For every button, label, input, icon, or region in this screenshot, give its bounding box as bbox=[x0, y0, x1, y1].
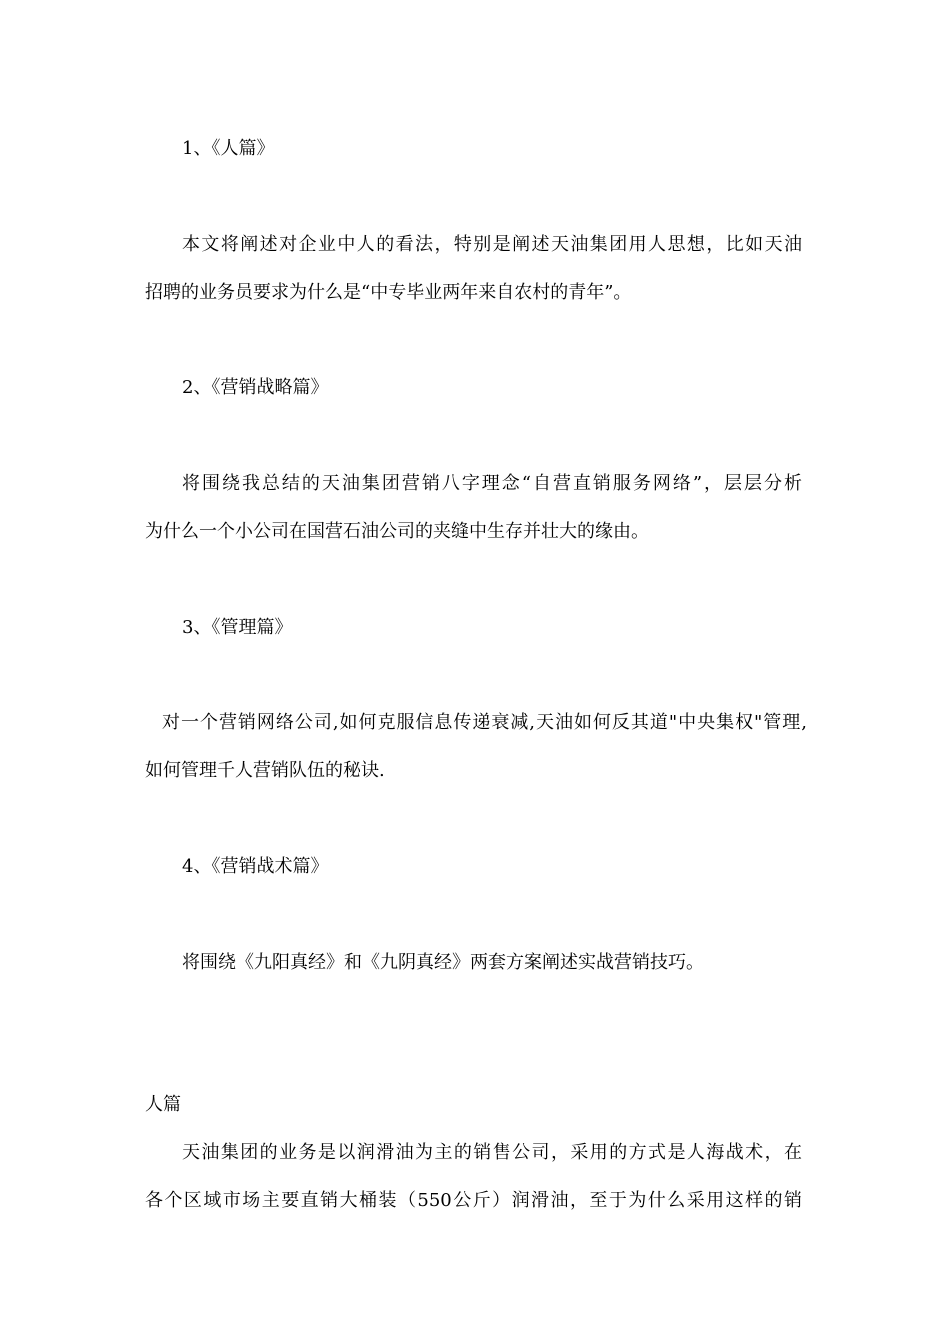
chapter-title: 人篇 bbox=[145, 1094, 181, 1115]
section-2-paragraph-line-1: 将围绕我总结的天油集团营销八字理念“自营直销服务网络”，层层分析 bbox=[182, 473, 802, 494]
section-3-paragraph-line-2: 如何管理千人营销队伍的秘诀. bbox=[145, 760, 385, 781]
section-1-paragraph-line-2: 招聘的业务员要求为什么是“中专毕业两年来自农村的青年”。 bbox=[145, 282, 632, 303]
section-2-heading: 2、《营销战略篇》 bbox=[182, 377, 329, 398]
section-1-heading: 1、《人篇》 bbox=[182, 138, 275, 159]
section-4-paragraph-line-1: 将围绕《九阳真经》和《九阴真经》两套方案阐述实战营销技巧。 bbox=[182, 952, 704, 973]
section-3-heading: 3、《管理篇》 bbox=[182, 617, 293, 638]
section-4-heading: 4、《营销战术篇》 bbox=[182, 856, 329, 877]
section-1-paragraph-line-1: 本文将阐述对企业中人的看法，特别是阐述天油集团用人思想，比如天油 bbox=[182, 234, 802, 255]
section-3-paragraph-line-1: 对一个营销网络公司,如何克服信息传递衰减,天油如何反其道"中央集权"管理, bbox=[162, 712, 807, 733]
chapter-paragraph-line-1: 天油集团的业务是以润滑油为主的销售公司，采用的方式是人海战术，在 bbox=[182, 1142, 802, 1163]
chapter-paragraph-line-2: 各个区域市场主要直销大桶装（550公斤）润滑油，至于为什么采用这样的销 bbox=[145, 1190, 802, 1211]
section-2-paragraph-line-2: 为什么一个小公司在国营石油公司的夹缝中生存并壮大的缘由。 bbox=[145, 521, 649, 542]
